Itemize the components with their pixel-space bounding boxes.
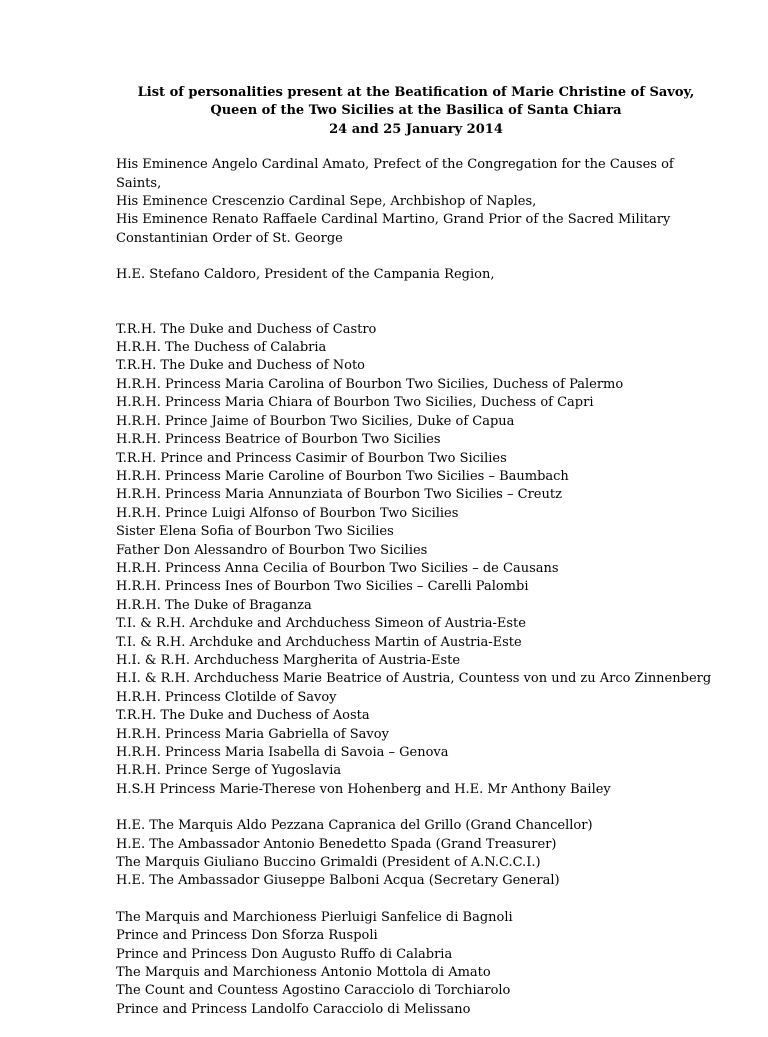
list-item: The Marquis and Marchioness Antonio Mottola di Amato xyxy=(116,965,491,981)
title-line-1: List of personalities present at the Beatification of Marie Christine of Savoy, xyxy=(137,85,695,100)
list-item: H.E. The Ambassador Antonio Benedetto Spada (Grand Treasurer) xyxy=(116,836,557,852)
list-item: H.R.H. The Duchess of Calabria xyxy=(116,340,327,356)
list-item: T.I. & R.H. Archduke and Archduchess Simeon of Austria-Este xyxy=(116,616,526,632)
list-item: His Eminence Angelo Cardinal Amato, Prefect of the Congregation for the Causes of Saints, xyxy=(116,157,674,191)
list-item: Prince and Princess Landolfo Caracciolo di Melissano xyxy=(116,1001,471,1017)
list-item: H.I. & R.H. Archduchess Margherita of Austria-Este xyxy=(116,652,461,668)
list-item: H.R.H. Princess Anna Cecilia of Bourbon Two Sicilies – de Causans xyxy=(116,560,559,576)
list-item: H.R.H. Prince Luigi Alfonso of Bourbon Two Sicilies xyxy=(116,505,459,521)
list-item: T.R.H. Prince and Princess Casimir of Bourbon Two Sicilies xyxy=(116,450,507,466)
title-line-2: Queen of the Two Sicilies at the Basilica of Santa Chiara xyxy=(210,103,622,119)
list-item: The Count and Countess Agostino Caracciolo di Torchiarolo xyxy=(116,983,511,999)
list-item: Father Don Alessandro of Bourbon Two Sicilies xyxy=(116,542,428,558)
list-item: H.S.H Princess Marie-Therese von Hohenberg and H.E. Mr Anthony Bailey xyxy=(116,781,611,797)
list-item: T.R.H. The Duke and Duchess of Noto xyxy=(116,358,365,374)
list-item: H.R.H. The Duke of Braganza xyxy=(116,597,312,613)
royals-list xyxy=(116,321,716,800)
officials-list xyxy=(116,266,716,284)
order-officers-list xyxy=(116,817,716,891)
document-title xyxy=(116,84,716,139)
list-item: His Eminence Crescenzio Cardinal Sepe, Archbishop of Naples, xyxy=(116,194,537,210)
list-item: H.R.H. Princess Maria Chiara of Bourbon Two Sicilies, Duchess of Capri xyxy=(116,395,594,411)
list-item: H.R.H. Princess Beatrice of Bourbon Two Sicilies xyxy=(116,432,441,448)
list-item: T.I. & R.H. Archduke and Archduchess Martin of Austria-Este xyxy=(116,634,522,650)
nobility-list xyxy=(116,909,716,1019)
list-item: Prince and Princess Don Sforza Ruspoli xyxy=(116,928,378,944)
list-item: H.R.H. Princess Clotilde of Savoy xyxy=(116,689,337,705)
list-item: The Marquis Giuliano Buccino Grimaldi (President of A.N.C.C.I.) xyxy=(116,855,541,871)
list-item: H.R.H. Prince Jaime of Bourbon Two Sicilies, Duke of Capua xyxy=(116,413,515,429)
list-item: H.R.H. Princess Ines of Bourbon Two Sicilies – Carelli Palombi xyxy=(116,579,529,595)
list-item: H.R.H. Princess Maria Annunziata of Bourbon Two Sicilies – Creutz xyxy=(116,487,562,503)
list-item: H.R.H. Princess Marie Caroline of Bourbon Two Sicilies – Baumbach xyxy=(116,468,569,484)
list-item: Sister Elena Sofia of Bourbon Two Sicilies xyxy=(116,524,394,540)
list-item: H.R.H. Princess Maria Isabella di Savoia – Genova xyxy=(116,745,449,760)
list-item: H.R.H. Princess Maria Carolina of Bourbon Two Sicilies, Duchess of Palermo xyxy=(116,376,624,392)
list-item: His Eminence Renato Raffaele Cardinal Martino, Grand Prior of the Sacred Military Constantinian Order of St. George xyxy=(116,212,671,246)
document-page xyxy=(116,84,716,1037)
list-item: Prince and Princess Don Augusto Ruffo di Calabria xyxy=(116,946,453,962)
list-item: H.E. The Ambassador Giuseppe Balboni Acqua (Secretary General) xyxy=(116,873,560,889)
list-item: T.R.H. The Duke and Duchess of Aosta xyxy=(116,708,370,724)
list-item: H.R.H. Princess Maria Gabriella of Savoy xyxy=(116,726,389,742)
list-item: H.E. The Marquis Aldo Pezzana Capranica del Grillo (Grand Chancellor) xyxy=(116,818,593,834)
title-line-3: 24 and 25 January 2014 xyxy=(329,121,503,137)
list-item: H.E. Stefano Caldoro, President of the Campania Region, xyxy=(116,267,495,283)
list-item: T.R.H. The Duke and Duchess of Castro xyxy=(116,321,377,337)
list-item: The Marquis and Marchioness Pierluigi Sanfelice di Bagnoli xyxy=(116,909,513,925)
clergy-list xyxy=(116,156,716,248)
list-item: H.R.H. Prince Serge of Yugoslavia xyxy=(116,763,342,779)
list-item: H.I. & R.H. Archduchess Marie Beatrice of Austria, Countess von und zu Arco Zinnenberg xyxy=(116,671,712,687)
